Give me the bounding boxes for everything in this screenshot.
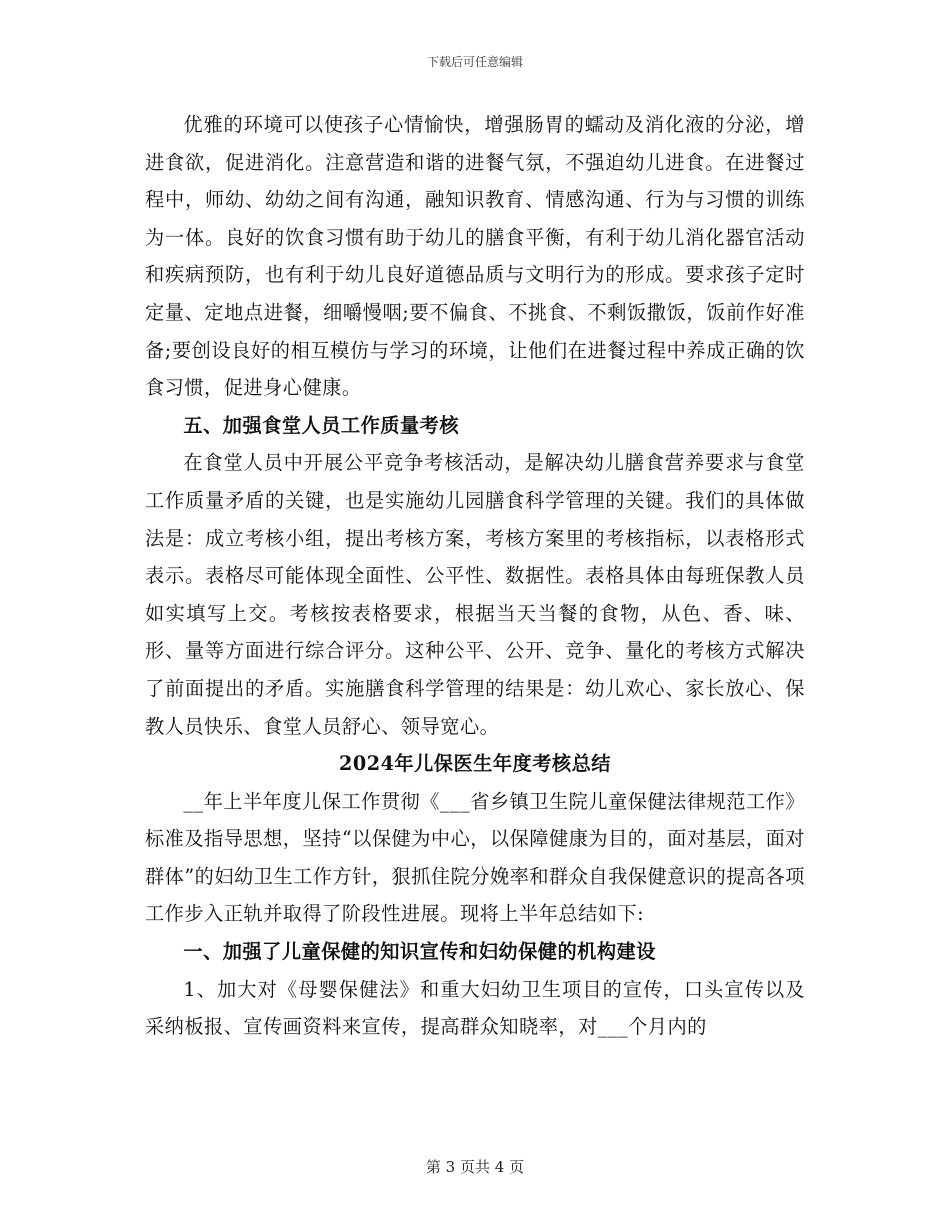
document-title: 2024年儿保医生年度考核总结 xyxy=(339,752,611,776)
paragraph-canteen-assessment: 在食堂人员中开展公平竞争考核活动，是解决幼儿膳食营养要求与食堂工作质量矛盾的关键，也是实施幼儿园膳食科学管理的关键。我们的具体做法是：成立考核小组，提出考核方案，考核方案里的考核指标，以表格形式表示。表格尽可能体现全面性、公平性、数据性。表格具体由每班保教人员如实填写上交。考核按表格要求，根据当天当餐的食物，从色、香、味、形、量等方面进行综合评分。这种公平、公开、竞争、量化的考核方式解决了前面提出的矛盾。实施膳食科学管理的结果是：幼儿欢心、家长放心、保教人员快乐、食堂人员舒心、领导宽心。 xyxy=(145,451,805,738)
document-body xyxy=(145,106,805,1046)
paragraph-summary-intro: __年上半年度儿保工作贯彻《___省乡镇卫生院儿童保健法律规范工作》标准及指导思想，坚持“以保健为中心，以保障健康为目的，面对基层，面对群体”的妇幼卫生工作方针，狠抓住院分娩率和群众自我保健意识的提高各项工作步入正轨并取得了阶段性进展。现将上半年总结如下: xyxy=(145,789,805,926)
paragraph-dining-environment: 优雅的环境可以使孩子心情愉快，增强肠胃的蠕动及消化液的分泌，增进食欲，促进消化。注意营造和谐的进餐气氛，不强迫幼儿进食。在进餐过程中，师幼、幼幼之间有沟通，融知识教育、情感沟通、行为与习惯的训练为一体。良好的饮食习惯有助于幼儿的膳食平衡，有利于幼儿消化器官活动和疾病预防，也有利于幼儿良好道德品质与文明行为的形成。要求孩子定时定量、定地点进餐，细嚼慢咽;要不偏食、不挑食、不剩饭撒饭，饭前作好准备;要创设良好的相互模仿与学习的环境，让他们在进餐过程中养成正确的饮食习惯，促进身心健康。 xyxy=(145,113,805,400)
page-number: 第 3 页共 4 页 xyxy=(425,1158,525,1176)
section-heading-1: 一、加强了儿童保健的知识宣传和妇幼保健的机构建设 xyxy=(183,940,656,964)
section-heading-5: 五、加强食堂人员工作质量考核 xyxy=(183,413,460,437)
paragraph-item-1: 1、加大对《母婴保健法》和重大妇幼卫生项目的宣传，口头宣传以及采纳板报、宣传画资料来宣传，提高群众知晓率，对___个月内的 xyxy=(145,977,805,1039)
page-header-note: 下载后可任意编辑 xyxy=(426,55,523,69)
